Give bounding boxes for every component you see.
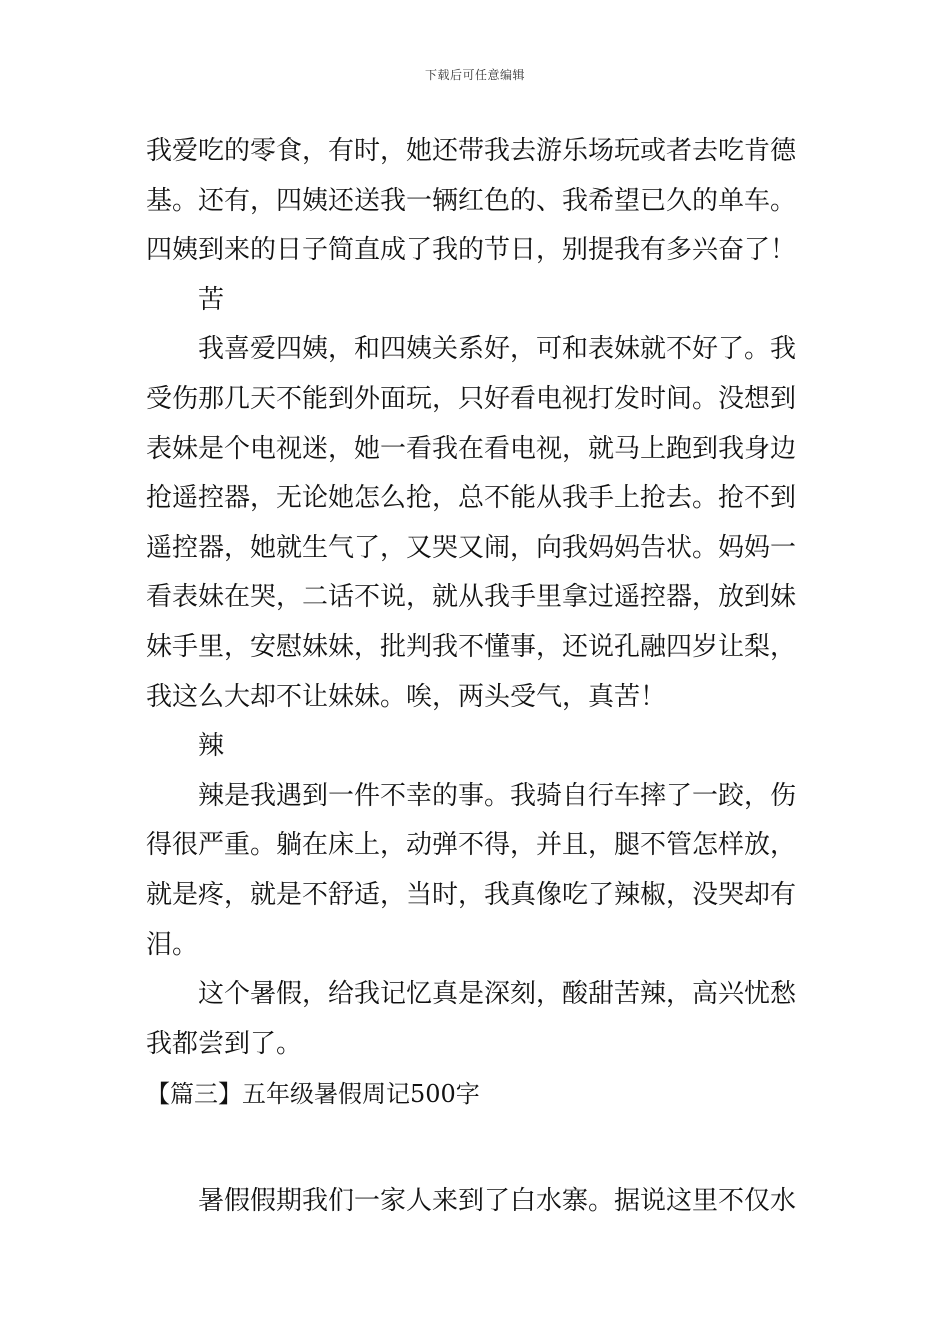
paragraph-line: 得很严重。躺在床上，动弹不得，并且，腿不管怎样放， [146, 830, 797, 861]
paragraph-line: 我爱吃的零食，有时，她还带我去游乐场玩或者去吃肯德 [146, 136, 797, 166]
paragraph-line: 我喜爱四姨，和四姨关系好，可和表妹就不好了。我 [198, 334, 797, 365]
paragraph-line: 暑假假期我们一家人来到了白水寨。据说这里不仅水 [198, 1186, 797, 1217]
paragraph-line: 我都尝到了。 [146, 1028, 303, 1059]
document-body [146, 127, 811, 1227]
paragraph-line: 抢遥控器，无论她怎么抢，总不能从我手上抢去。抢不到 [146, 483, 797, 514]
paragraph-line: 妹手里，安慰妹妹，批判我不懂事，还说孔融四岁让梨， [146, 631, 797, 662]
paragraph-line: 基。还有，四姨还送我一辆红色的、我希望已久的单车。 [146, 185, 797, 216]
paragraph-line: 辣是我遇到一件不幸的事。我骑自行车摔了一跤，伤 [198, 780, 797, 811]
section-title: 【篇三】五年级暑假周记500字 [146, 1080, 480, 1109]
page-header: 下载后可任意编辑 [424, 68, 525, 82]
subheading-spicy: 辣 [198, 731, 225, 762]
paragraph-line: 这个暑假，给我记忆真是深刻，酸甜苦辣，高兴忧愁 [198, 979, 797, 1010]
paragraph-line: 遥控器，她就生气了，又哭又闹，向我妈妈告状。妈妈一 [146, 532, 797, 563]
paragraph-line: 看表妹在哭，二话不说，就从我手里拿过遥控器，放到妹 [146, 582, 797, 613]
paragraph-line: 我这么大却不让妹妹。唉，两头受气，真苦！ [146, 681, 667, 712]
paragraph-line: 受伤那几天不能到外面玩，只好看电视打发时间。没想到 [146, 383, 797, 414]
paragraph-line: 就是疼，就是不舒适，当时，我真像吃了辣椒，没哭却有 [146, 879, 797, 910]
paragraph-line: 泪。 [146, 929, 199, 960]
paragraph-line: 四姨到来的日子简直成了我的节日，别提我有多兴奋了！ [146, 235, 797, 266]
spacer [146, 1119, 811, 1177]
paragraph-line: 表妹是个电视迷，她一看我在看电视，就马上跑到我身边 [146, 433, 797, 464]
subheading-bitter: 苦 [198, 284, 225, 315]
